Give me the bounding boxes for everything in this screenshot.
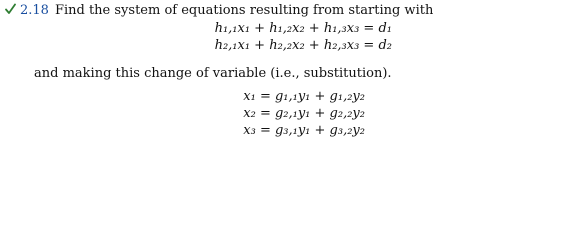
substitution-system [220,88,365,139]
problem-header [5,2,433,20]
problem-prompt: Find the system of equations resulting from starting with [54,3,434,18]
original-system [192,20,392,54]
substitution-equation-2: x₂ = g₂,₁y₁ + g₂,₂y₂ [243,106,365,121]
substitution-equation-1: x₁ = g₁,₁y₁ + g₁,₂y₂ [243,89,365,104]
substitution-equation-3: x₃ = g₃,₁y₁ + g₃,₂y₂ [243,123,365,138]
checkmark-icon [5,3,16,15]
problem-number: 2.18 [20,3,49,18]
transition-text: and making this change of variable (i.e., substitution). [34,66,392,81]
equation-2: h₂,₁x₁ + h₂,₂x₂ + h₂,₃x₃ = d₂ [214,38,392,53]
equation-1: h₁,₁x₁ + h₁,₂x₂ + h₁,₃x₃ = d₁ [214,21,392,36]
